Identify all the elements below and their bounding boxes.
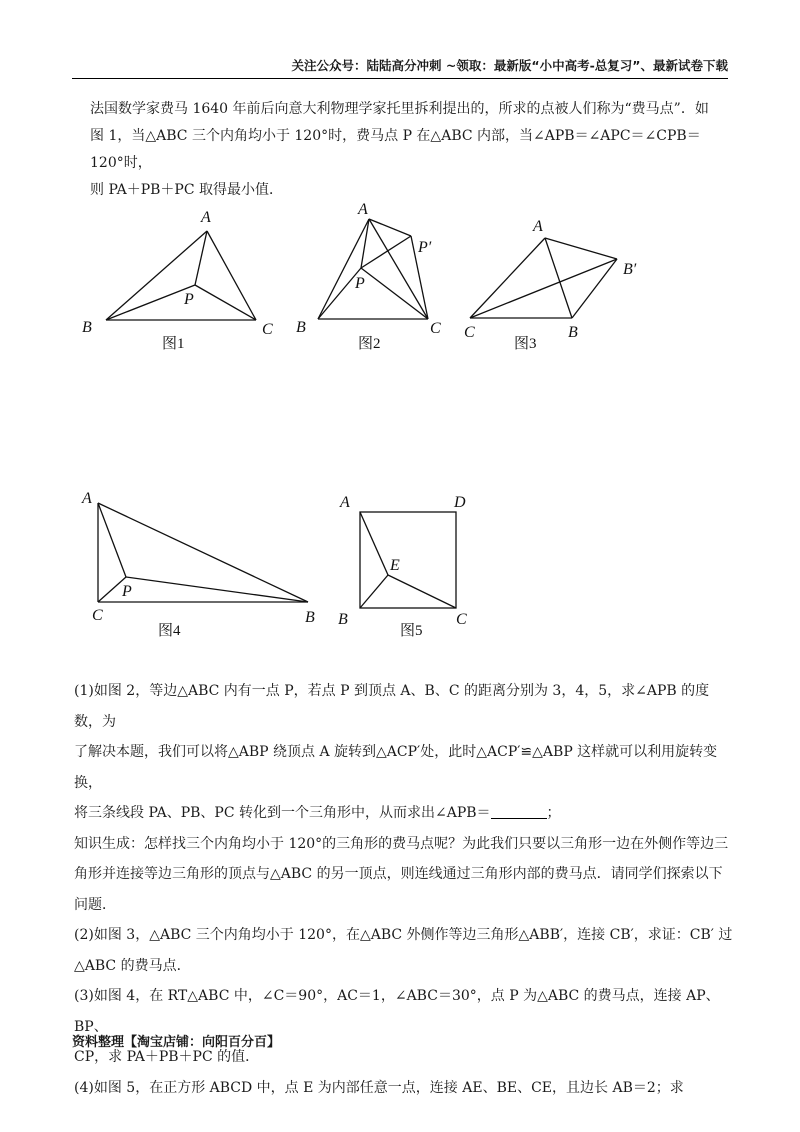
fig5-label-C: C (456, 611, 467, 628)
fig1-caption: 图1 (162, 336, 185, 352)
knowledge-line-3: 问题． (74, 896, 116, 913)
fig2-label-B: B (296, 319, 306, 336)
q1-line-1: (1)如图 2，等边△ABC 内有一点 P，若点 P 到顶点 A、B、C 的距离分别为 3，4，5，求∠APB 的度数，为 (74, 683, 710, 730)
fig2-seg-PC (361, 268, 428, 319)
fig1-label-C: C (262, 321, 273, 338)
fig4-label-P: P (122, 583, 132, 600)
fig3-seg-AC (470, 238, 545, 318)
fig5-seg-AE (360, 512, 388, 575)
fig4-label-A: A (82, 490, 92, 507)
fig3-label-B: B (568, 324, 578, 341)
q3-line-1: (3)如图 4，在 RT△ABC 中，∠C＝90°，AC＝1，∠ABC＝30°，点 P 为△ABC 的费马点，连接 AP、BP、 (74, 988, 720, 1035)
fig1-label-A: A (201, 209, 211, 226)
knowledge-line-2: 角形并连接等边三角形的顶点与△ABC 的另一顶点，则连线通过三角形内部的费马点．请同学们探索以下 (74, 866, 723, 882)
fig2-seg-AC (369, 219, 428, 319)
q3-line-2: CP，求 PA＋PB＋PC 的值． (74, 1049, 260, 1065)
fig1-seg-PA (195, 231, 207, 285)
fig3-label-A: A (533, 218, 543, 235)
q1-line-3 (74, 798, 734, 829)
q4-line-1: (4)如图 5，在正方形 ABCD 中，点 E 为内部任意一点，连接 AE、BE、CE，且边长 AB＝2；求 (74, 1079, 684, 1096)
fig5-label-A: A (340, 494, 350, 511)
fig5-label-B: B (338, 611, 348, 628)
fig5-label-E: E (390, 557, 400, 574)
fig5-label-D: D (454, 494, 466, 511)
fig2-label-P: P (355, 275, 365, 292)
fig5-caption: 图5 (400, 623, 423, 639)
q2-line-2: △ABC 的费马点． (74, 957, 191, 974)
q1-answer-blank[interactable] (491, 804, 547, 819)
fig3-caption: 图3 (514, 336, 537, 352)
fig4-caption: 图4 (158, 623, 181, 639)
fig5-seg-BE (360, 575, 388, 608)
fig2-seg-PPprime (361, 236, 411, 268)
knowledge-line-1: 知识生成：怎样找三个内角均小于 120°的三角形的费马点呢？为此我们只要以三角形一边在外侧作等边三 (74, 835, 729, 852)
intro-line-1: 法国数学家费马 1640 年前后向意大利物理学家托里拆利提出的，所求的点被人们称为“费马点”．如 (90, 101, 709, 117)
fig1-label-P: P (184, 291, 194, 308)
intro-paragraph (90, 96, 730, 204)
figure-3 (460, 210, 660, 360)
fig5-seg-CE (388, 575, 456, 608)
fig2-seg-APprime (369, 219, 411, 236)
figure-2 (292, 196, 462, 360)
fig1-seg-PB (106, 285, 195, 320)
intro-line-3: 则 PA＋PB＋PC 取得最小值． (90, 182, 283, 198)
fig2-caption: 图2 (358, 336, 381, 352)
fig4-label-B: B (305, 609, 315, 626)
q1-line-3-text: 将三条线段 PA、PB、PC 转化到一个三角形中，从而求出∠APB＝ (74, 805, 491, 821)
fig1-label-B: B (82, 319, 92, 336)
fig3-label-Bprime: B′ (623, 261, 637, 278)
q1-line-2: 了解决本题，我们可以将△ABP 绕顶点 A 旋转到△ACP′处，此时△ACP′≌△ABP 这样就可以利用旋转变换， (74, 744, 718, 791)
fig2-label-A: A (358, 201, 368, 218)
intro-line-2: 图 1，当△ABC 三个内角均小于 120°时，费马点 P 在△ABC 内部，当∠APB＝∠APC＝∠CPB＝120°时， (90, 128, 701, 171)
page-footer: 资料整理【淘宝店铺：向阳百分百】 (72, 1035, 281, 1050)
figure-5 (334, 484, 484, 642)
q1-line-3-end: ； (546, 805, 561, 821)
fig3-seg-ABprime (545, 238, 617, 259)
figure-1 (80, 200, 290, 360)
page-header: 关注公众号：陆陆高分冲刺 ~领取：最新版“小中高考-总复习”、最新试卷下载 (72, 56, 728, 79)
fig2-label-C: C (430, 320, 441, 337)
figure-4 (76, 482, 332, 642)
fig3-label-C: C (464, 324, 475, 341)
q2-line-1: (2)如图 3，△ABC 三个内角均小于 120°，在△ABC 外侧作等边三角形△ABB′，连接 CB′，求证：CB′ 过 (74, 927, 733, 943)
fig2-label-Pprime: P′ (418, 239, 432, 256)
fig4-label-C: C (92, 607, 103, 624)
fig5-square-ABCD (360, 512, 456, 608)
